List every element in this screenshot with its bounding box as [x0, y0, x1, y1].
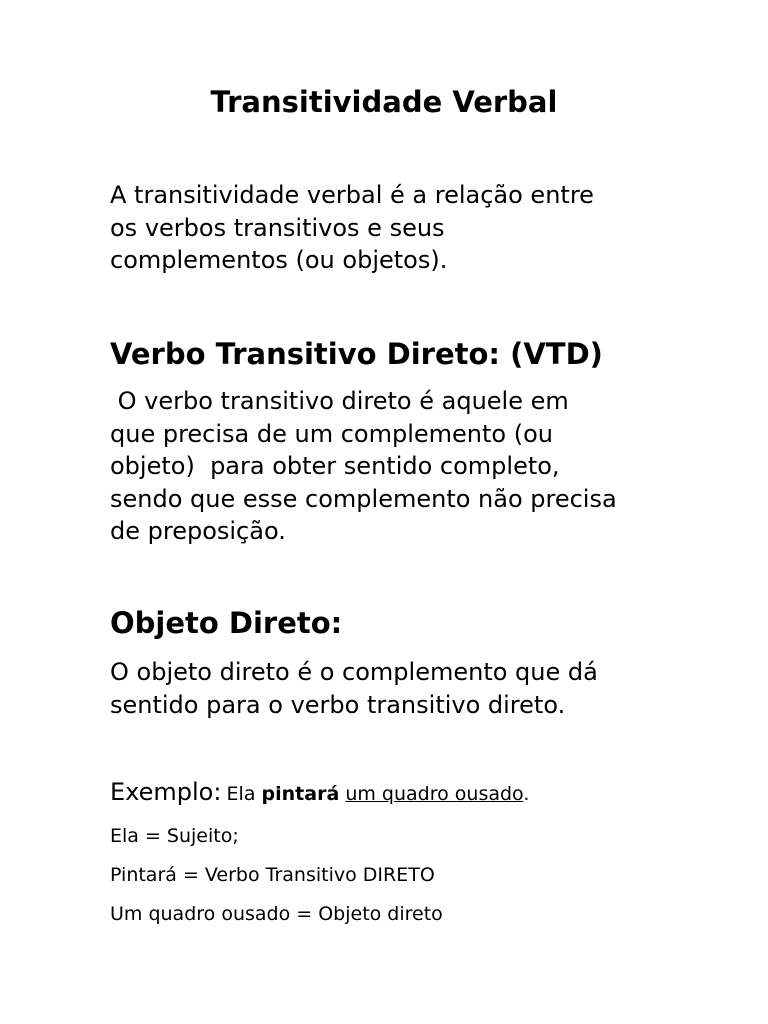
- vtd-heading: Verbo Transitivo Direto: (VTD): [110, 337, 603, 371]
- objeto-direto-paragraph: O objeto direto é o complemento que dá sentido para o verbo transitivo direto.: [110, 658, 598, 719]
- example-subject: Ela: [226, 783, 256, 805]
- document-title: Transitividade Verbal: [210, 85, 558, 119]
- example-verb: pintará: [261, 783, 340, 805]
- objeto-direto-heading: Objeto Direto:: [110, 606, 343, 640]
- example-analysis-line: Um quadro ousado = Objeto direto: [110, 903, 443, 925]
- example-analysis-line: Ela = Sujeito;: [110, 825, 239, 847]
- example-period: .: [523, 783, 530, 805]
- intro-paragraph: A transitividade verbal é a relação entre os verbos transitivos e seus complementos (ou objetos).: [110, 181, 594, 274]
- vtd-paragraph: O verbo transitivo direto é aquele em que precisa de um complemento (ou objeto) para obter sentido completo, sendo que esse complemento não precisa de preposição.: [110, 387, 617, 545]
- example-analysis-line: Pintará = Verbo Transitivo DIRETO: [110, 864, 435, 886]
- example-label: Exemplo:: [110, 778, 222, 806]
- example-sentence: [110, 778, 529, 806]
- example-object: um quadro ousado: [345, 783, 524, 805]
